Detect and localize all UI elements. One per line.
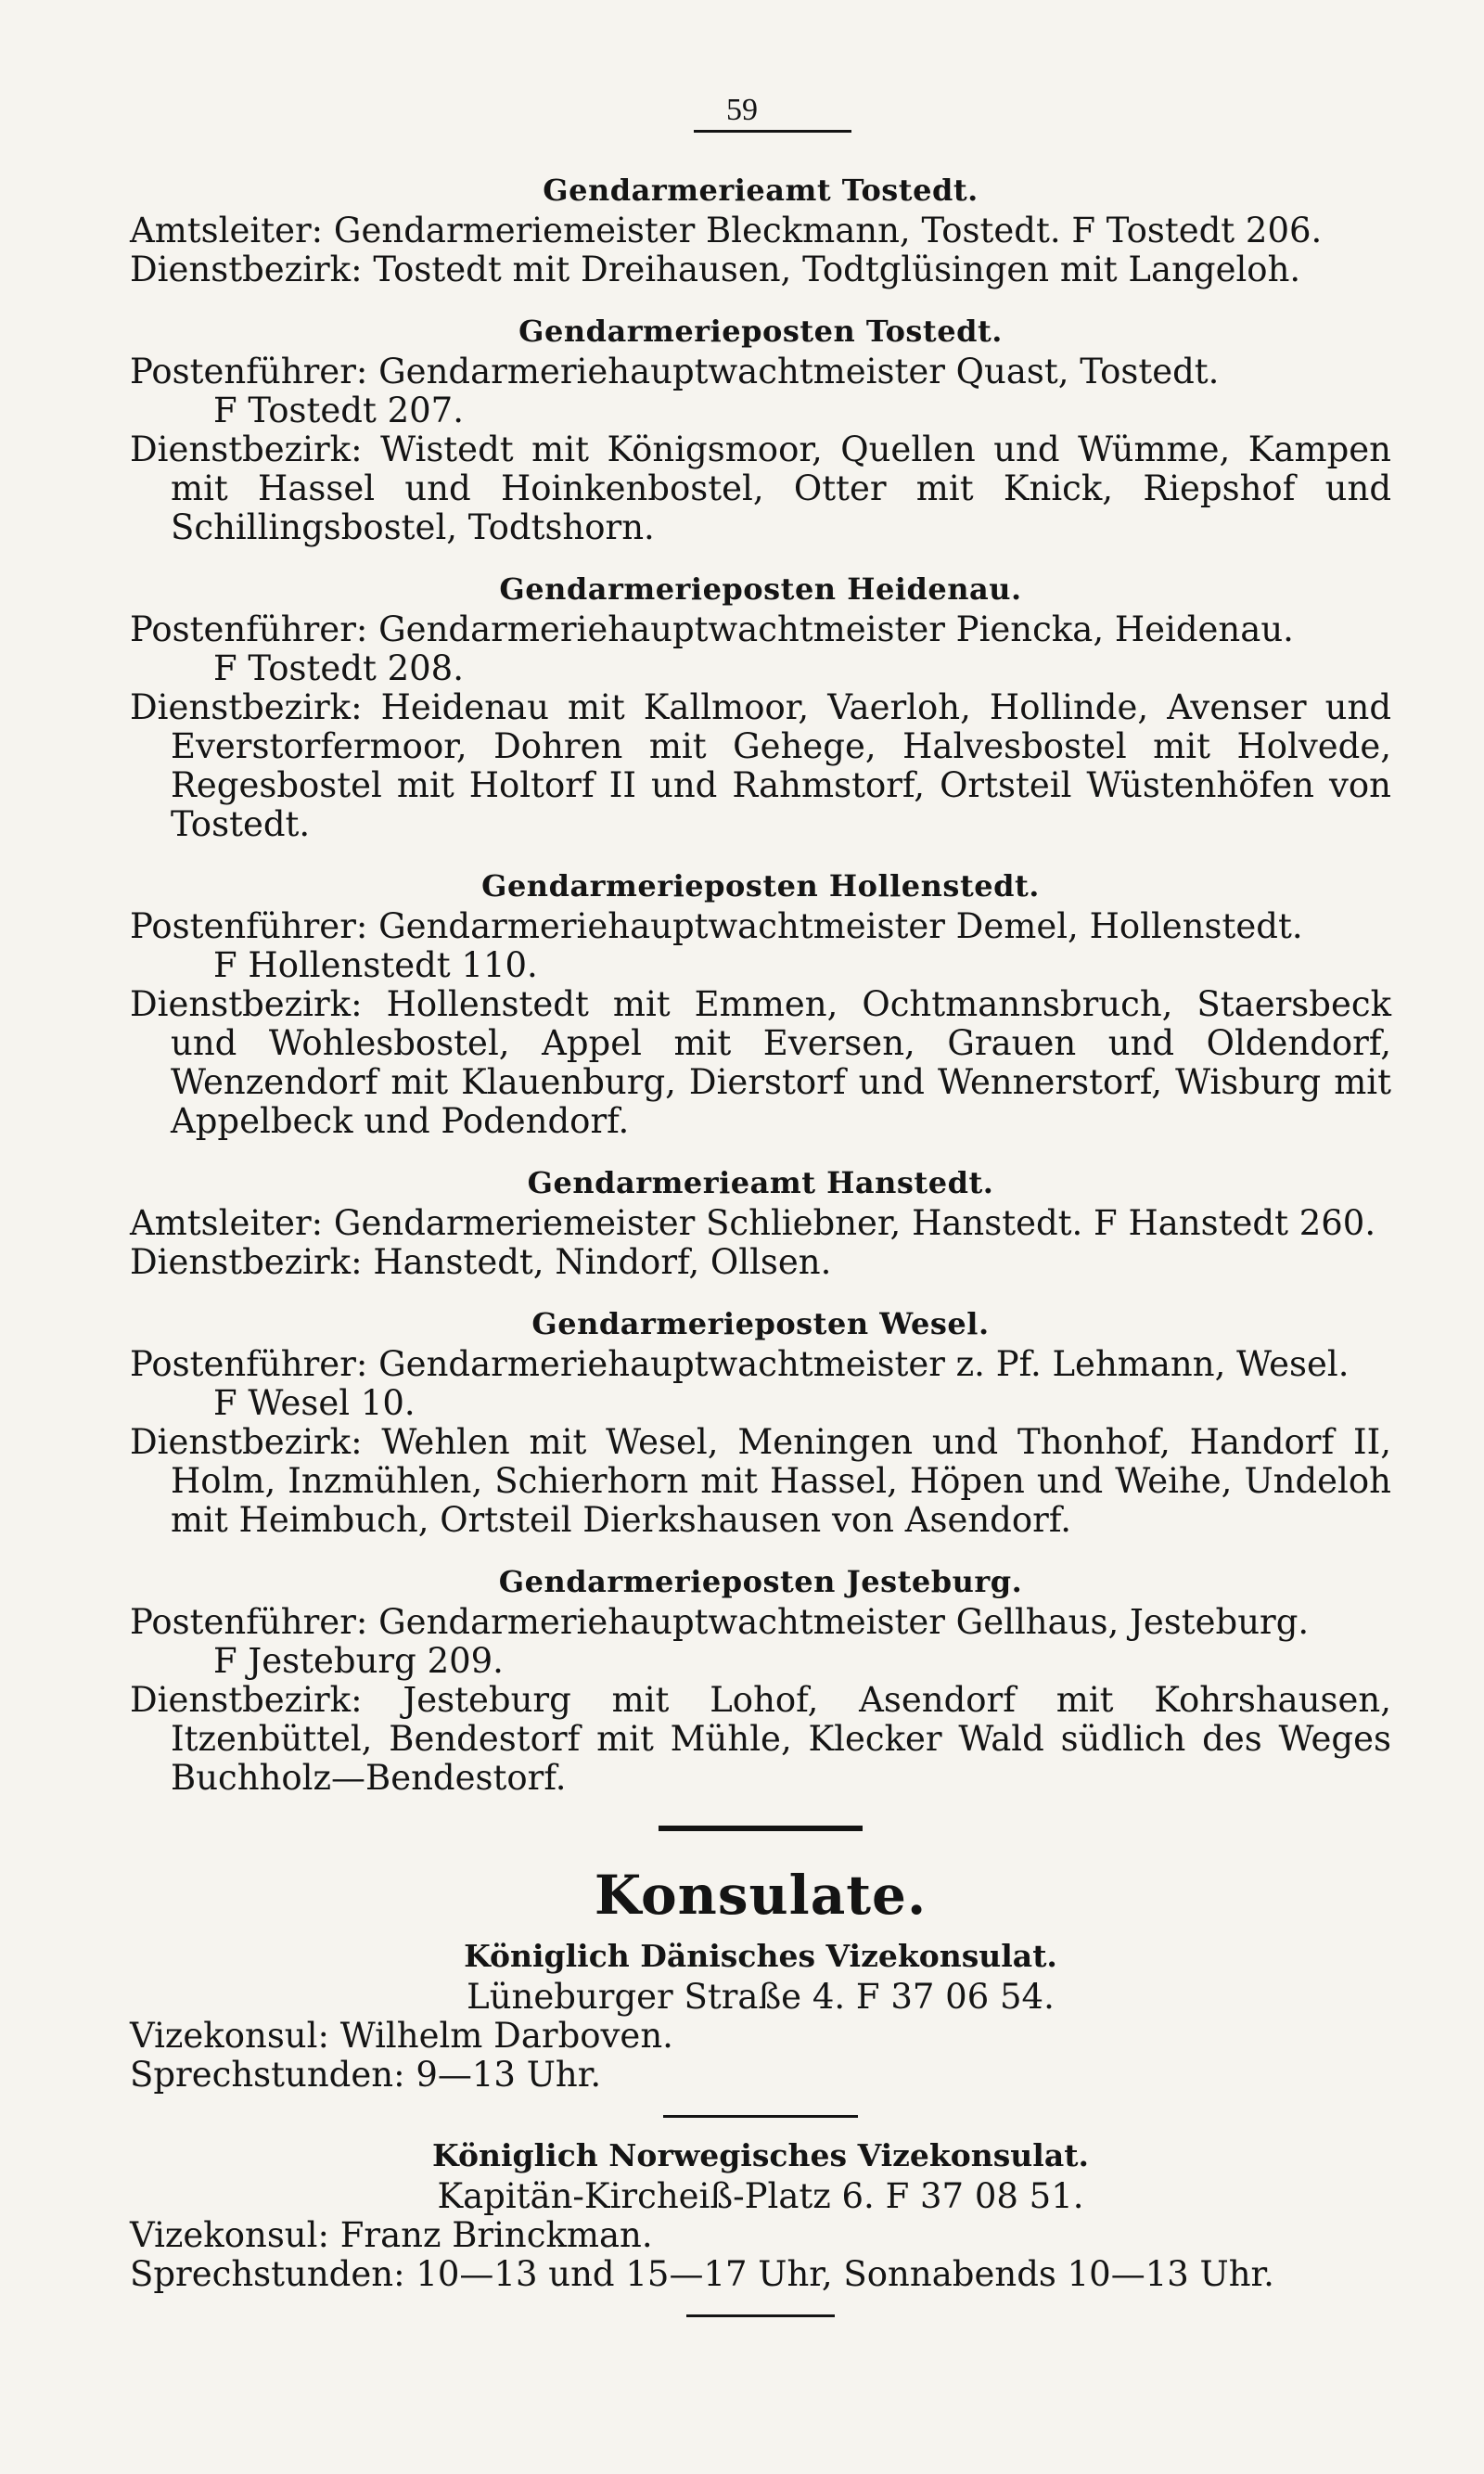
phone-line: F Wesel 10. [213,1383,416,1423]
entry-text: Hollenstedt mit Emmen, Ochtmannsbruch, Staersbeck und Wohlesbostel, Appel mit Eversen, Grauen und Oldendorf, Wenzendorf mit Klauenburg, Dierstorf und Wennerstorf, Wisburg mit Appelbeck und Podendorf. [171,984,1392,1141]
entry-text: 10—13 und 15—17 Uhr, Sonnabends 10—13 Uhr. [416,2254,1274,2294]
entry-text: Gendarmeriemeister Schliebner, Hanstedt. F Hanstedt 260. [333,1203,1376,1243]
entry-text: Gendarmeriehauptwachtmeister Demel, Hollenstedt. [378,906,1303,946]
entry-line [130,1681,1391,1798]
entry-text: Gendarmeriehauptwachtmeister Gellhaus, Jesteburg. [378,1602,1310,1642]
phone-line: F Jesteburg 209. [213,1641,504,1681]
bottom-rule [686,2314,835,2317]
entry-label: Amtsleiter: [130,1203,324,1243]
entry-label: Postenführer: [130,609,368,649]
entry-line [130,1204,1391,1243]
page-content [130,169,1391,2317]
consulate-separator-rule [663,2115,858,2118]
page-number: 59 [726,93,758,127]
gendarmerie-section [130,310,1391,547]
entry-label: Sprechstunden: [130,2055,405,2095]
entry-line [130,1423,1391,1540]
entry-label: Dienstbezirk: [130,984,363,1024]
section-separator-rule [659,1826,863,1831]
konsulate-title: Konsulate. [594,1864,928,1927]
gendarmerie-section [130,169,1391,289]
entry-label: Dienstbezirk: [130,1680,363,1720]
entry-text: Jesteburg mit Lohof, Asendorf mit Kohrshausen, Itzenbüttel, Bendestorf mit Mühle, Klecker Wald südlich des Weges Buchholz—Bendestorf. [171,1680,1391,1798]
entry-line [130,610,1391,649]
entry-line [130,2056,1391,2095]
entry-line [130,250,1391,289]
entry-label: Postenführer: [130,352,368,391]
gendarmerie-section [130,1161,1391,1282]
entry-line [130,430,1391,547]
entry-label: Vizekonsul: [130,2016,329,2056]
consulate-heading: Königlich Norwegisches Vizekonsulat. [432,2137,1089,2173]
page-number-rule [694,130,851,133]
entry-text: Wilhelm Darboven. [339,2016,673,2056]
entry-line [130,2216,1391,2255]
section-heading: Gendarmerieposten Wesel. [531,1306,990,1341]
entry-text: Wistedt mit Königsmoor, Quellen und Wümme, Kampen mit Hassel und Hoinkenbostel, Otter mit Knick, Riepshof und Schillingsbostel, Todtshorn. [171,429,1391,547]
entry-line [130,985,1391,1141]
entry-label: Postenführer: [130,906,368,946]
entry-label: Dienstbezirk: [130,1242,363,1282]
phone-line: F Hollenstedt 110. [213,945,538,985]
consulate-list [130,1935,1391,2294]
entry-text: Gendarmeriehauptwachtmeister Piencka, Heidenau. [378,609,1294,649]
phone-line: F Tostedt 207. [213,391,464,430]
consulate-entry [130,2134,1391,2294]
entry-label: Dienstbezirk: [130,250,363,289]
entry-line [130,688,1391,844]
entry-line [130,907,1391,946]
entry-text: Gendarmeriehauptwachtmeister z. Pf. Lehmann, Wesel. [378,1344,1350,1384]
entry-text: Heidenau mit Kallmoor, Vaerloh, Hollinde, Avenser und Everstorfermoor, Dohren mit Gehege, Halvesbostel mit Holvede, Regesbostel mit Holtorf II und Rahmstorf, Ortsteil Wüstenhöfen von Tostedt. [171,687,1391,844]
entry-text: Gendarmeriehauptwachtmeister Quast, Tostedt. [378,352,1220,391]
section-heading: Gendarmerieamt Hanstedt. [527,1165,994,1200]
entry-label: Dienstbezirk: [130,429,363,469]
entry-label: Dienstbezirk: [130,687,363,727]
section-heading: Gendarmerieposten Heidenau. [499,571,1022,607]
gendarmerie-section [130,865,1391,1141]
entry-label: Amtsleiter: [130,211,324,250]
entry-line [130,2255,1391,2294]
consulate-heading: Königlich Dänisches Vizekonsulat. [464,1938,1057,1974]
consulate-address: Kapitän-Kircheiß-Platz 6. F 37 08 51. [437,2176,1084,2216]
entry-label: Postenführer: [130,1344,368,1384]
entry-line [130,1345,1391,1384]
entry-text: Tostedt mit Dreihausen, Todtglüsingen mit Langeloh. [373,250,1301,289]
entry-line [130,353,1391,391]
entry-line [130,212,1391,250]
section-heading: Gendarmerieposten Tostedt. [518,314,1003,349]
entry-text: 9—13 Uhr. [416,2055,602,2095]
entry-label: Vizekonsul: [130,2215,329,2255]
section-heading: Gendarmerieposten Jesteburg. [498,1564,1023,1599]
section-heading: Gendarmerieposten Hollenstedt. [481,868,1040,904]
section-heading: Gendarmerieamt Tostedt. [543,173,979,208]
entry-text: Gendarmeriemeister Bleckmann, Tostedt. F Tostedt 206. [333,211,1323,250]
gendarmerie-section [130,568,1391,844]
entry-line [130,2017,1391,2056]
gendarmerie-section [130,1560,1391,1798]
entry-line [130,1603,1391,1642]
entry-label: Dienstbezirk: [130,1422,363,1462]
entry-label: Postenführer: [130,1602,368,1642]
consulate-entry [130,1935,1391,2095]
gendarmerie-section [130,1302,1391,1540]
phone-line: F Tostedt 208. [213,648,464,688]
entry-text: Hanstedt, Nindorf, Ollsen. [373,1242,832,1282]
entry-text: Wehlen mit Wesel, Meningen und Thonhof, Handorf II, Holm, Inzmühlen, Schierhorn mit Hassel, Höpen und Weihe, Undeloh mit Heimbuch, Ortsteil Dierkshausen von Asendorf. [171,1422,1391,1540]
entry-line [130,1243,1391,1282]
gendarmerie-sections [130,169,1391,1798]
consulate-address: Lüneburger Straße 4. F 37 06 54. [467,1977,1055,2017]
entry-text: Franz Brinckman. [339,2215,653,2255]
entry-label: Sprechstunden: [130,2254,405,2294]
